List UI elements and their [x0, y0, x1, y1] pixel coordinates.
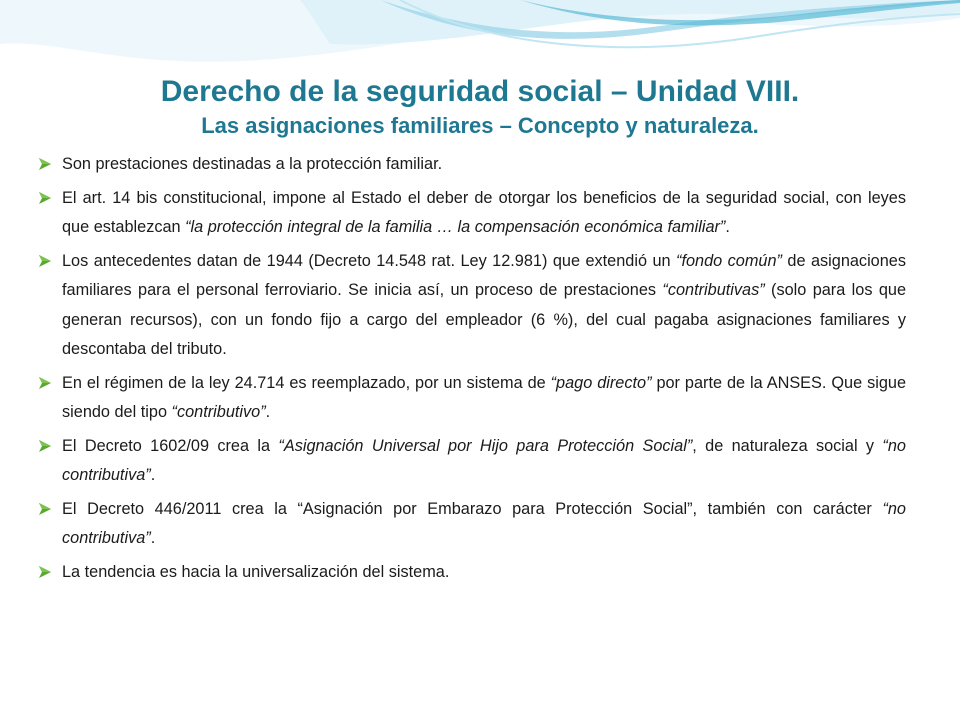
bullet-text: . — [265, 403, 271, 421]
arrow-bullet-icon — [38, 565, 52, 579]
bullet-list — [38, 150, 906, 591]
bullet-text: . — [150, 529, 156, 547]
slide-title: Derecho de la seguridad social – Unidad VIII. — [160, 75, 800, 108]
quoted-text: “contributivo” — [171, 403, 266, 421]
slide-subtitle: Las asignaciones familiares – Concepto y naturaleza. — [201, 113, 759, 138]
bullet-text: (solo para los que generan recursos), con un fondo fijo a cargo del empleador (6 %), del cual pagaba asignaciones familiares y descontaba del tributo. — [62, 281, 906, 358]
quoted-text: “no contributiva” — [62, 436, 906, 484]
bullet-text: de asignaciones familiares para el personal ferroviario. Se inicia así, un proceso de prestaciones — [62, 251, 906, 299]
list-item — [38, 558, 906, 588]
quoted-text: “contributivas” — [662, 281, 765, 299]
quoted-text: “fondo común” — [676, 251, 782, 270]
bullet-text: En el régimen de la ley 24.714 es reemplazado, por un sistema de — [62, 373, 551, 392]
list-item — [38, 247, 906, 365]
bullet-text: El Decreto 1602/09 crea la — [62, 436, 279, 455]
bullet-text: El art. 14 bis constitucional, impone al Estado el deber de otorgar los beneficios de la seguridad social, con leyes que establezcan — [62, 188, 906, 236]
arrow-bullet-icon — [38, 376, 52, 390]
list-item — [38, 495, 906, 554]
bullet-text: , de naturaleza social y — [692, 436, 883, 455]
arrow-bullet-icon — [38, 157, 52, 171]
arrow-bullet-icon — [38, 439, 52, 453]
quoted-text: “Asignación Universal por Hijo para Protección Social” — [278, 436, 693, 455]
quoted-text: “la protección integral de la familia … la compensación económica familiar” — [185, 218, 726, 236]
bullet-text: . — [150, 466, 156, 484]
bullet-text: . — [725, 218, 730, 236]
bullet-text: Son prestaciones destinadas a la protección familiar. — [62, 155, 443, 173]
slide-title-block — [0, 74, 960, 140]
quoted-text: “pago directo” — [550, 373, 652, 392]
list-item — [38, 150, 906, 180]
list-item — [38, 432, 906, 491]
bullet-text: Los antecedentes datan de 1944 (Decreto 14.548 rat. Ley 12.981) que extendió un — [62, 251, 677, 270]
bullet-text: La tendencia es hacia la universalización del sistema. — [62, 562, 450, 581]
list-item — [38, 184, 906, 243]
quoted-text: “no contributiva” — [62, 499, 906, 547]
arrow-bullet-icon — [38, 254, 52, 268]
list-item — [38, 369, 906, 428]
arrow-bullet-icon — [38, 502, 52, 516]
bullet-text: El Decreto 446/2011 crea la “Asignación por Embarazo para Protección Social”, también con carácter — [62, 499, 883, 518]
arrow-bullet-icon — [38, 191, 52, 205]
bullet-text: por parte de la ANSES. Que sigue siendo del tipo — [62, 373, 906, 421]
